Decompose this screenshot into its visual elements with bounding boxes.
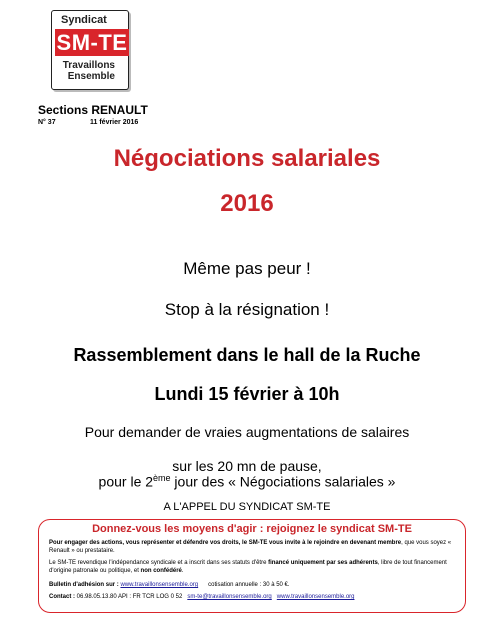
contact-info: 06.98.05.13.80 API : FR TCR LOG 0 52 — [76, 594, 183, 600]
logo-tagline-line1: Travaillons — [62, 60, 115, 71]
contact-line — [49, 593, 457, 601]
p2-e: . — [181, 568, 184, 574]
bulletin-link[interactable]: www.travaillonsensemble.org — [120, 582, 199, 588]
membership-heading: Donnez-vous les moyens d'agir : rejoignez le syndicat SM-TE — [92, 523, 412, 535]
email-link[interactable]: sm-te@travaillonsensemble.org — [187, 594, 272, 600]
cotisation-text: cotisation annuelle : 30 à 50 €. — [208, 582, 290, 588]
slogan-2: Stop à la résignation ! — [164, 300, 330, 319]
sections-label: Sections RENAULT — [38, 103, 148, 117]
call-to-action: A L'APPEL DU SYNDICAT SM-TE — [163, 501, 331, 513]
p2-c: , libre de tout financement d'origine patronale ou politique, et — [49, 560, 447, 574]
p2-a: Le SM-TE revendique l'indépendance syndicale et a inscrit dans ses statuts d'être — [49, 560, 269, 566]
membership-box — [38, 519, 466, 613]
day-prefix: pour le 2 — [98, 473, 154, 490]
site-link[interactable]: www.travaillonsensemble.org — [276, 594, 355, 600]
p1-intro: Pour engager des actions, vous représenter et défendre vos droits, le SM-TE vous invite à le rejoindre en devenant — [49, 540, 378, 546]
rally-purpose: Pour demander de vraies augmentations de salaires — [84, 424, 410, 440]
logo-tagline — [63, 60, 115, 82]
contact-label: Contact : — [49, 594, 75, 600]
page-title-year: 2016 — [220, 190, 274, 217]
issue-number: N° 37 — [38, 119, 56, 126]
p1-end: , que vous soyez « Renault » ou prestataire. — [49, 540, 452, 554]
negotiation-day — [0, 473, 494, 490]
day-superscript: ème — [153, 473, 171, 483]
membership-paragraph-2 — [49, 559, 457, 575]
bulletin-label: Bulletin d'adhésion sur : — [49, 582, 119, 588]
logo-tagline-line2: Ensemble — [67, 71, 115, 82]
day-suffix: jour des « Négociations salariales » — [170, 473, 396, 490]
p2-d: non confédéré — [140, 568, 182, 574]
slogan-1: Même pas peur ! — [183, 259, 311, 278]
logo-syndicat-text: Syndicat — [61, 14, 107, 26]
rally-time: Lundi 15 février à 10h — [154, 384, 340, 404]
p1-membre: membre — [377, 540, 402, 546]
bulletin-line — [49, 581, 457, 589]
page-title: Négociations salariales — [113, 145, 381, 172]
p2-b: financé uniquement par ses adhérents — [268, 560, 378, 566]
membership-paragraph-1 — [49, 539, 457, 555]
pause-note: sur les 20 mn de pause, — [172, 458, 322, 474]
syndicate-logo — [51, 10, 129, 90]
logo-name: SM-TE — [56, 30, 128, 55]
rally-location: Rassemblement dans le hall de la Ruche — [73, 345, 421, 365]
issue-date: 11 février 2016 — [90, 119, 139, 126]
